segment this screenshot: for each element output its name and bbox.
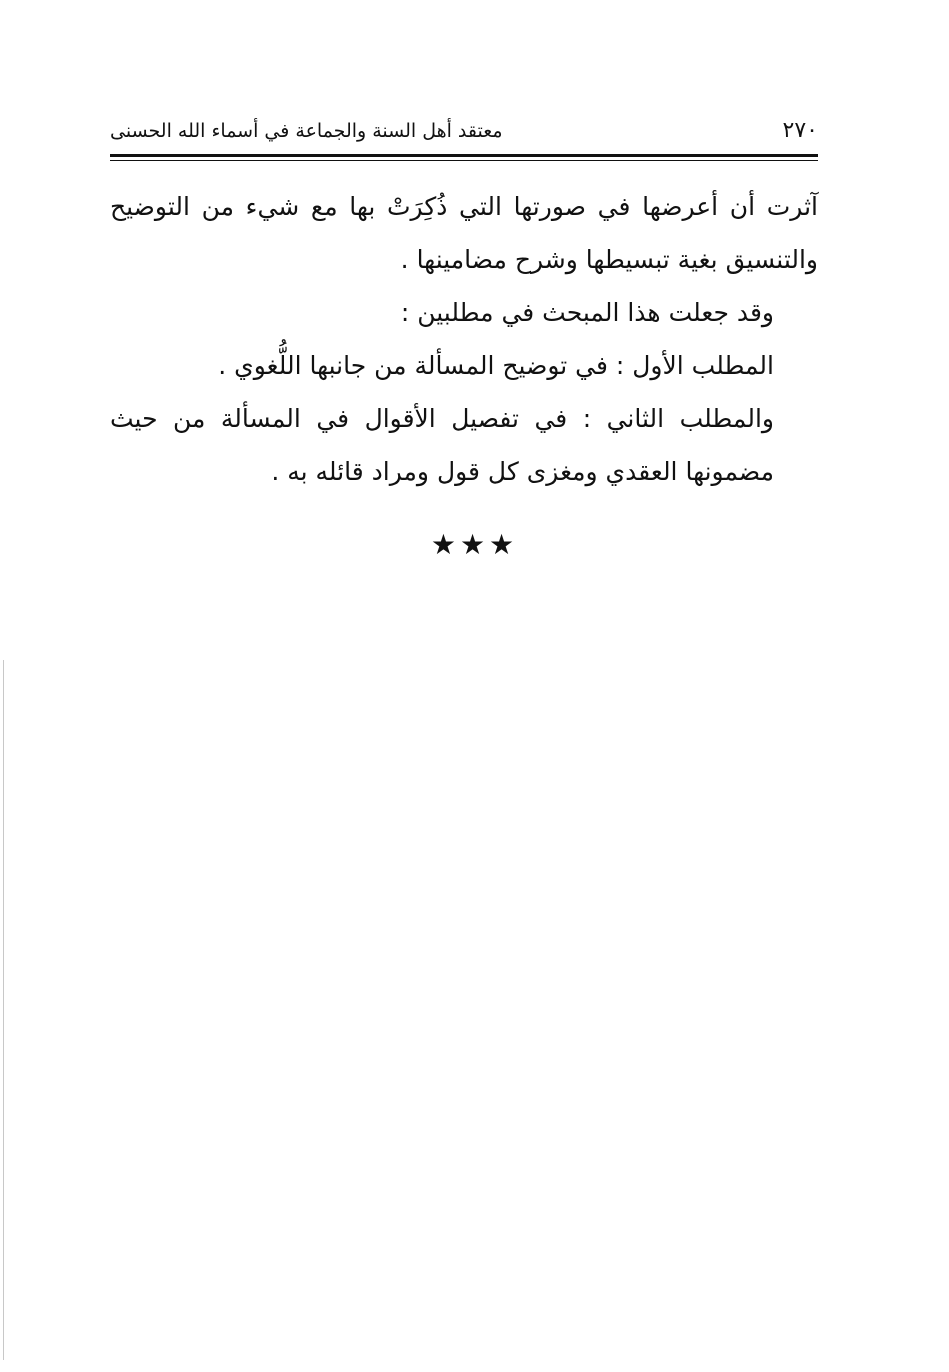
- paragraph-first-section: المطلب الأول : في توضيح المسألة من جانبها اللُّغوي .: [218, 351, 774, 380]
- paragraph-intro: آثرت أن أعرضها في صورتها التي ذُكِرَتْ بها مع شيء من التوضيح والتنسيق بغية تبسيطها وشرح مضامينها .: [110, 192, 818, 274]
- body-text: [110, 180, 818, 498]
- paragraph-second-section: والمطلب الثاني : في تفصيل الأقوال في المسألة من حيث مضمونها العقدي ومغزى كل قول ومراد قائله به .: [110, 404, 774, 486]
- running-title: معتقد أهل السنة والجماعة في أسماء الله الحسنى: [110, 120, 503, 142]
- page-header: [110, 112, 818, 152]
- header-rule-thick: [110, 154, 818, 157]
- paragraph-structure: وقد جعلت هذا المبحث في مطلبين :: [400, 298, 774, 327]
- section-separator-stars: ★★★: [430, 528, 519, 561]
- page-number: ٢٧٠: [782, 118, 818, 143]
- scan-margin-line: [3, 660, 4, 1360]
- header-rule-thin: [110, 160, 818, 161]
